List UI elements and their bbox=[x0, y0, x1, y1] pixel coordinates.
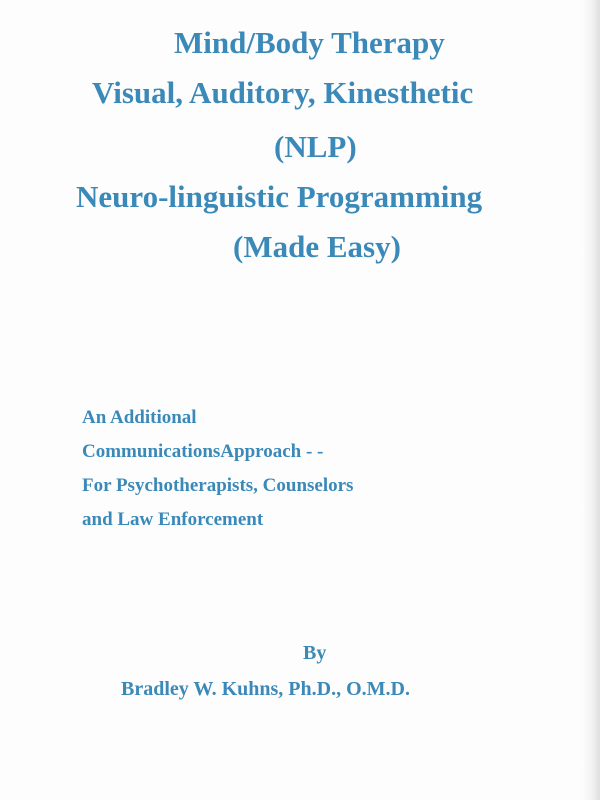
subtitle-block bbox=[82, 406, 582, 542]
title-line-1: Mind/Body Therapy bbox=[174, 25, 445, 60]
subtitle-line-1: An Additional bbox=[82, 407, 197, 428]
title-line-4: Neuro-linguistic Programming bbox=[76, 179, 483, 214]
subtitle-line-4: and Law Enforcement bbox=[82, 509, 264, 530]
page-edge-shadow bbox=[582, 0, 600, 800]
title-line-2: Visual, Auditory, Kinesthetic bbox=[92, 75, 474, 110]
subtitle-line-3: For Psychotherapists, Counselors bbox=[82, 475, 354, 496]
title-line-3: (NLP) bbox=[274, 129, 357, 164]
title-line-5: (Made Easy) bbox=[233, 229, 401, 264]
subtitle-line-2: CommunicationsApproach - - bbox=[82, 441, 324, 462]
by-label: By bbox=[303, 642, 327, 664]
author-name: Bradley W. Kuhns, Ph.D., O.M.D. bbox=[121, 678, 410, 700]
